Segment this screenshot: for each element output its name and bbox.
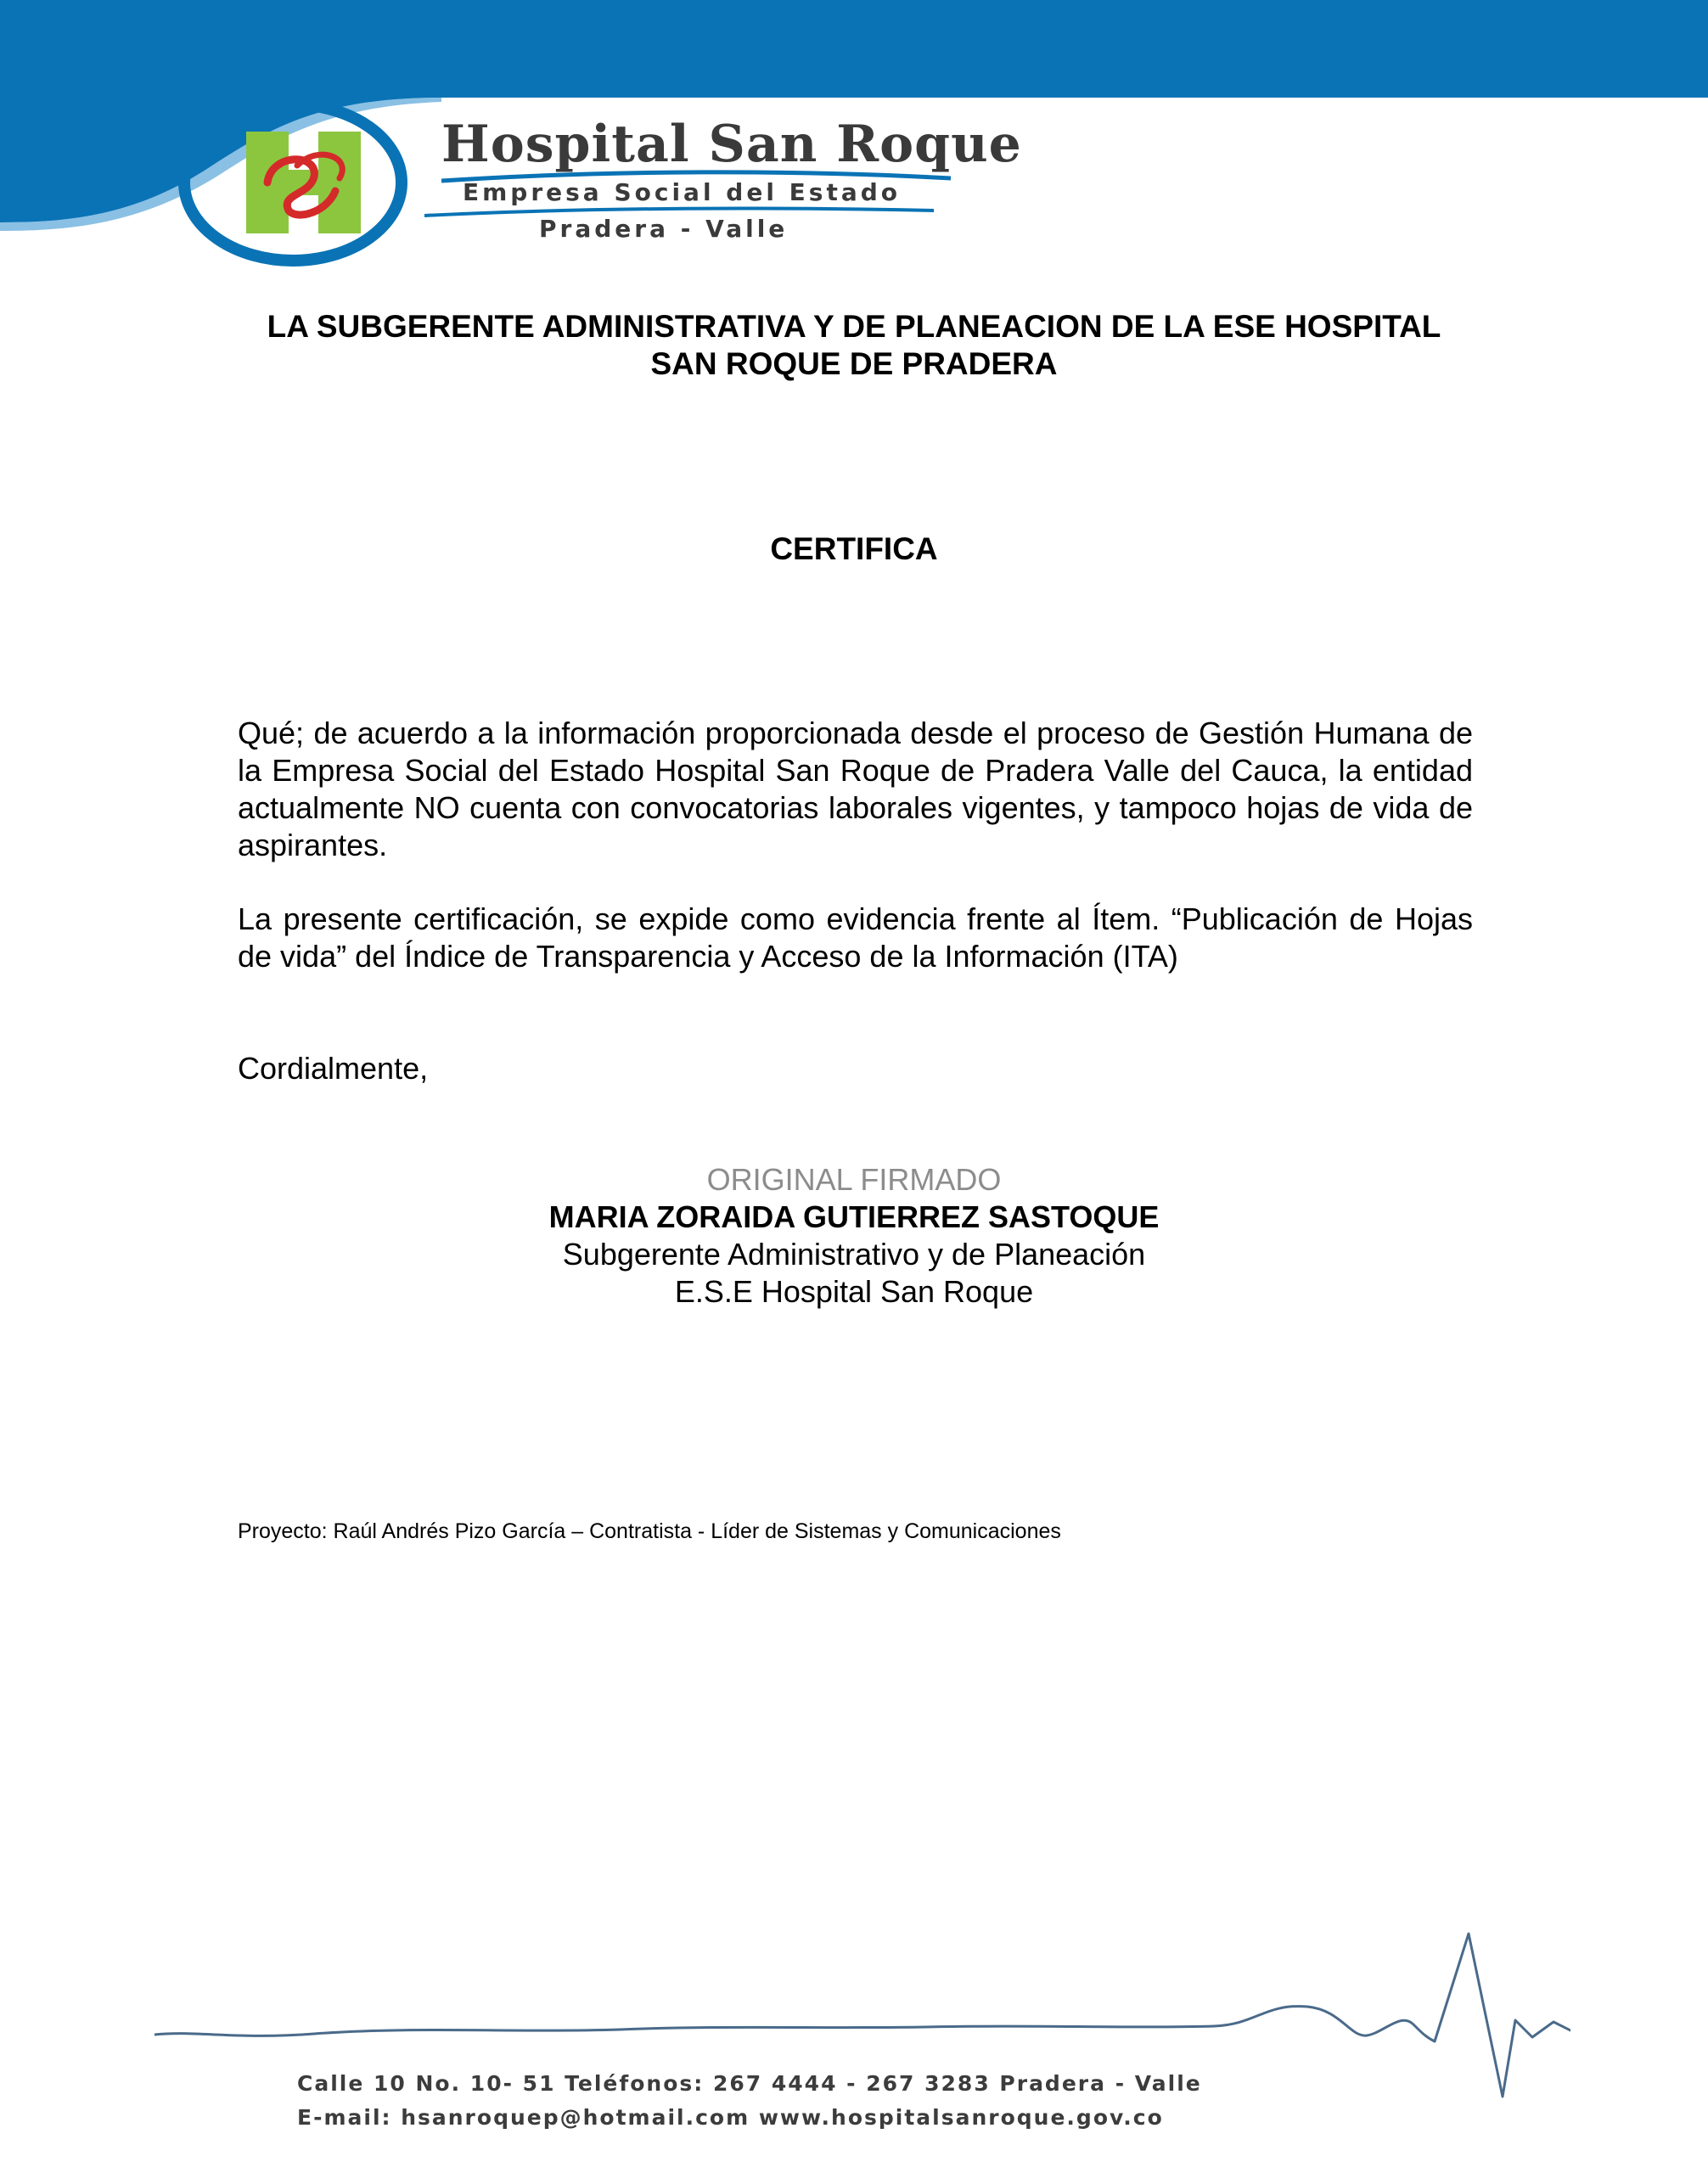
heading-line-2: SAN ROQUE DE PRADERA: [650, 346, 1058, 381]
document-heading: [238, 308, 1470, 383]
hospital-name: Hospital San Roque: [441, 115, 1022, 174]
hospital-emblem-icon: [170, 93, 424, 280]
body-paragraph-1: Qué; de acuerdo a la información proporcionada desde el proceso de Gestión Humana de la Empresa Social del Estado Hospital San Roque de Pradera Valle del Cauca, la entidad actualmente NO cuenta con convocatorias laborales vigentes, y tampoco hojas de vida de aspirantes.: [238, 716, 1473, 862]
signatory-organization: E.S.E Hospital San Roque: [674, 1274, 1034, 1309]
hospital-logo: [170, 93, 1022, 280]
footer-address: Calle 10 No. 10- 51 Teléfonos: 267 4444 - 267 3283 Pradera - Valle: [297, 2071, 1202, 2096]
signatory-name: MARIA ZORAIDA GUTIERREZ SASTOQUE: [548, 1199, 1160, 1234]
body-paragraph-2: La presente certificación, se expide como evidencia frente al Ítem. “Publicación de Hojas de vida” del Índice de Transparencia y Acceso de la Información (ITA): [238, 901, 1473, 974]
project-footnote: Proyecto: Raúl Andrés Pizo García – Contratista - Líder de Sistemas y Comunicaciones: [238, 1519, 1061, 1543]
hospital-subtitle: Empresa Social del Estado: [463, 178, 902, 206]
signatory-role: Subgerente Administrativo y de Planeación: [562, 1237, 1146, 1272]
closing-salutation: Cordialmente,: [238, 1051, 429, 1086]
signature-status: ORIGINAL FIRMADO: [706, 1162, 1002, 1197]
footer-contact: E-mail: hsanroquep@hotmail.com www.hospitalsanroque.gov.co: [297, 2105, 1164, 2130]
hospital-location: Pradera - Valle: [539, 215, 789, 243]
certifica-title: CERTIFICA: [770, 531, 938, 566]
heading-line-1: LA SUBGERENTE ADMINISTRATIVA Y DE PLANEACION DE LA ESE HOSPITAL: [267, 309, 1441, 344]
